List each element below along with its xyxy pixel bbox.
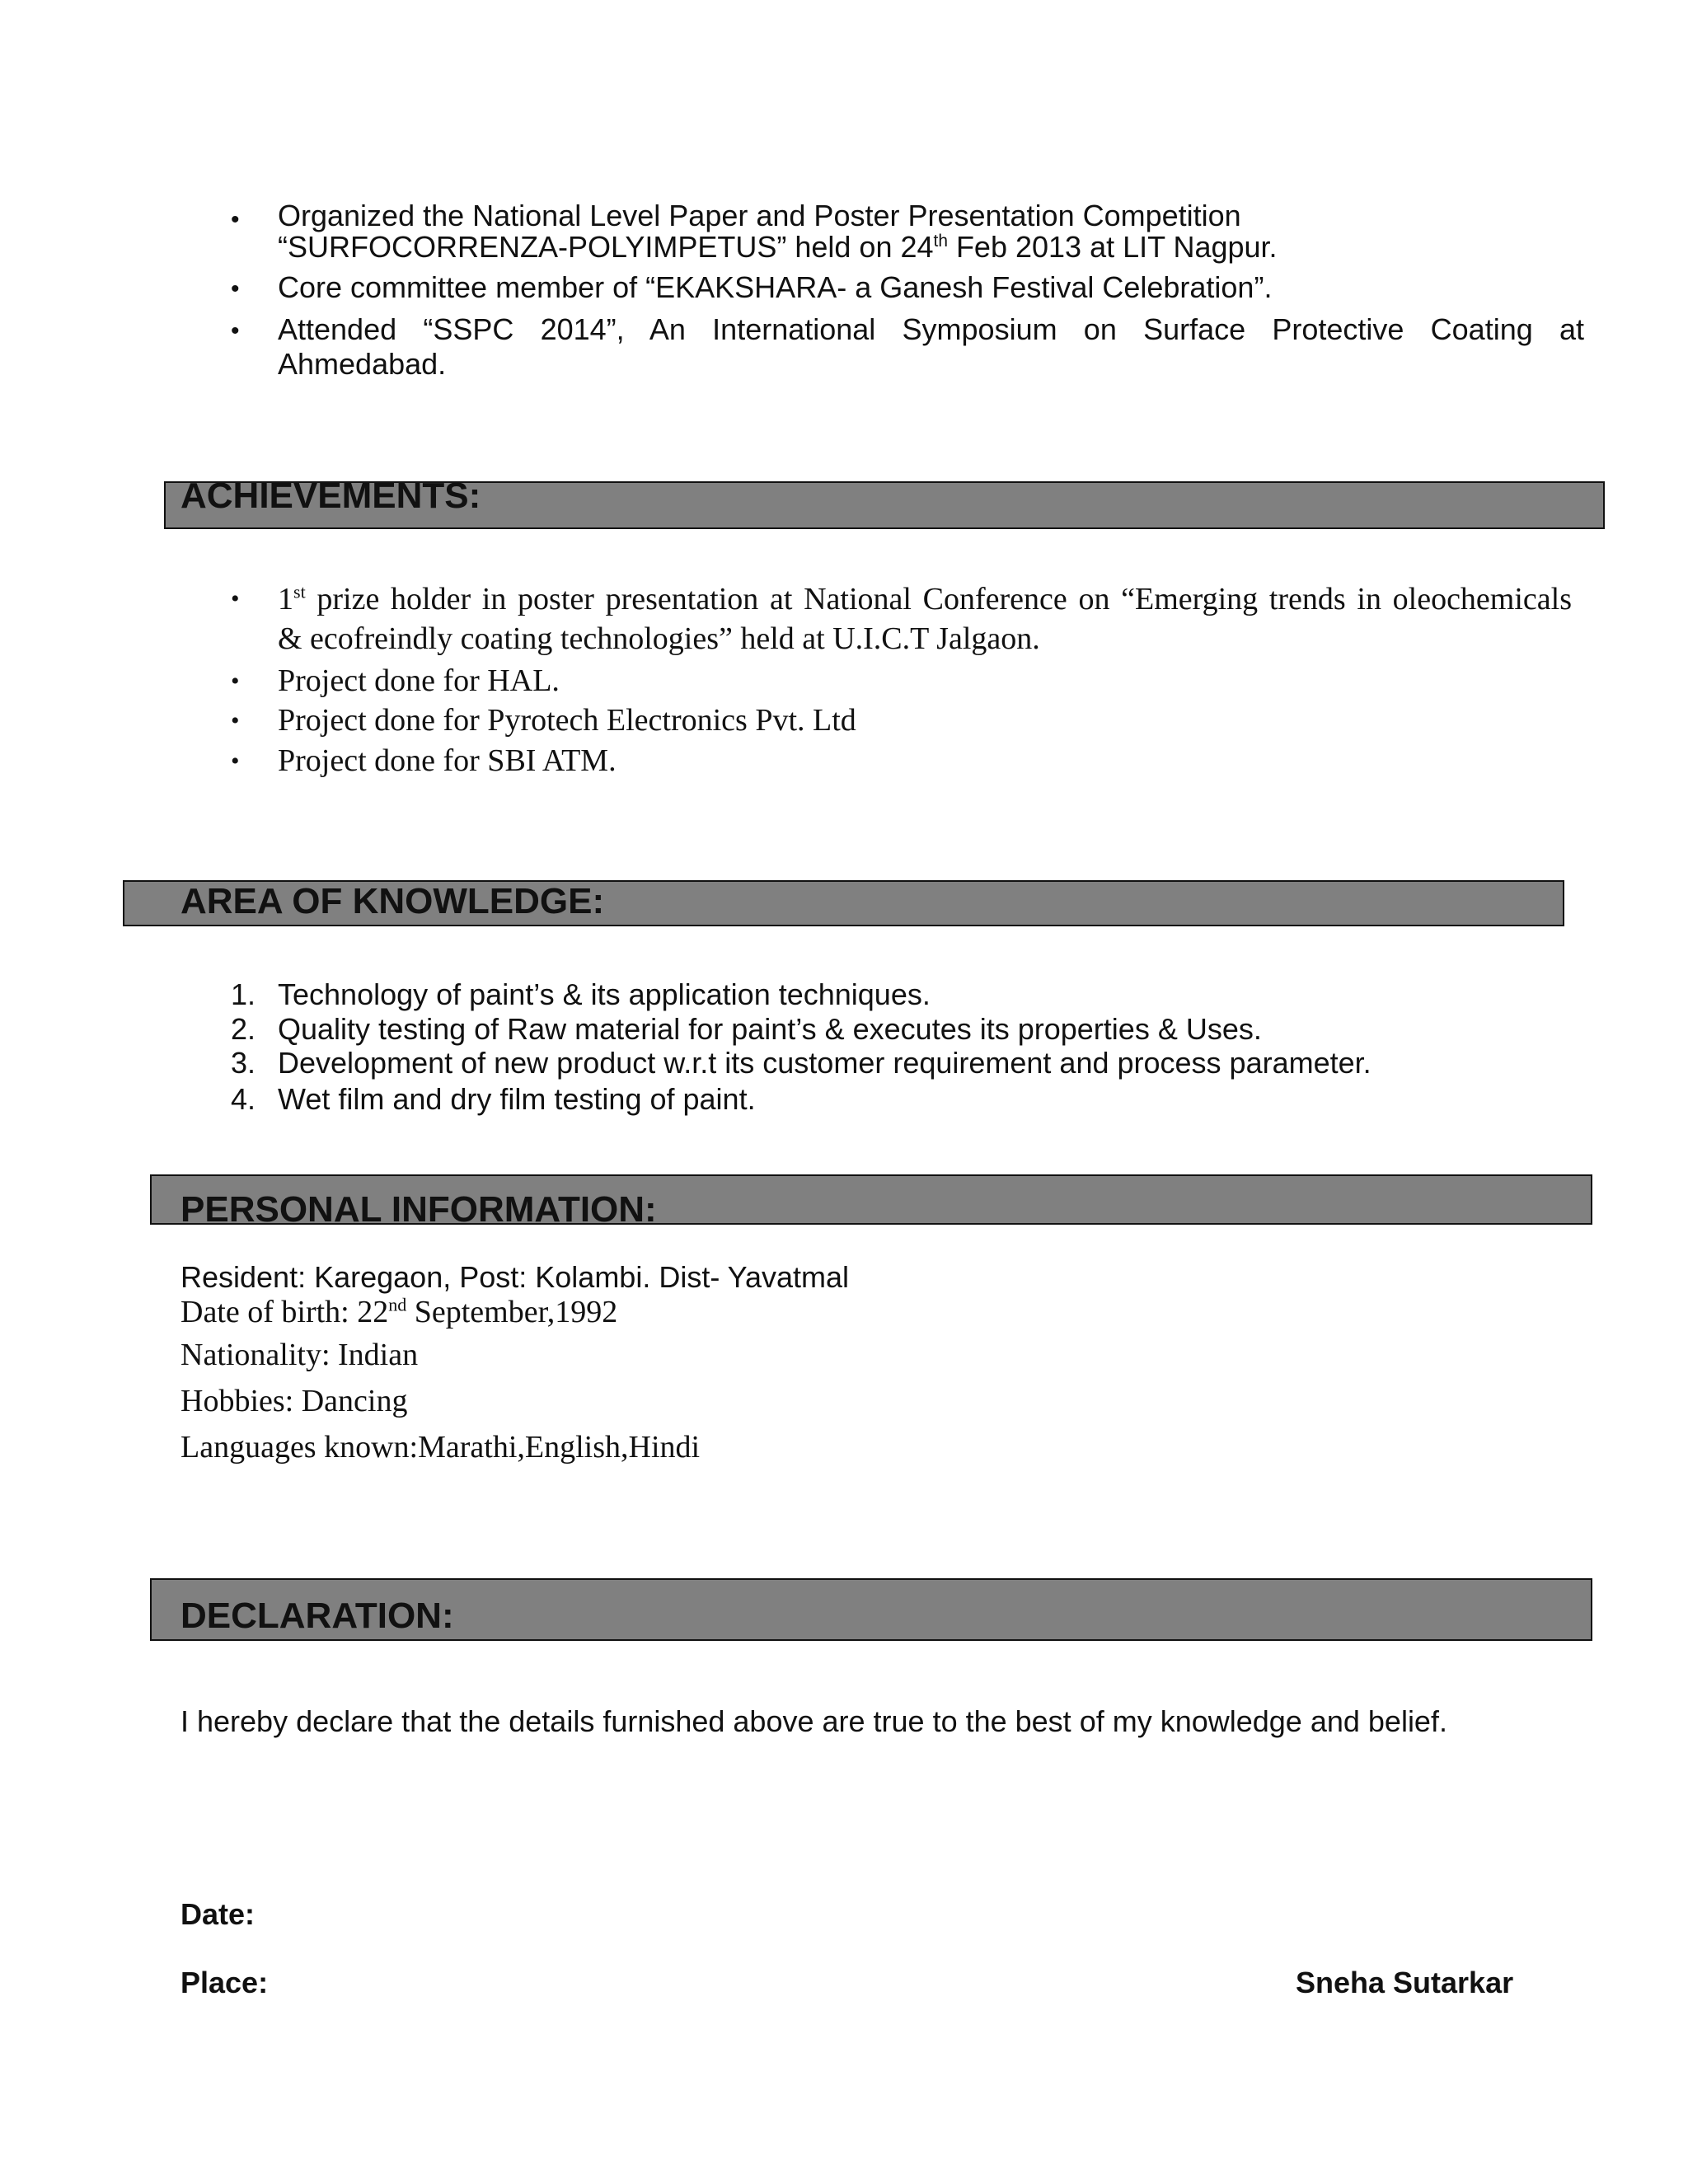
activity-line: Ahmedabad. — [278, 347, 447, 381]
hobbies-text: Hobbies: Dancing — [181, 1384, 408, 1418]
bullet-icon: • — [231, 585, 240, 612]
activity-item — [278, 201, 1597, 264]
activity-item: Core committee member of “EKAKSHARA- a Ganesh Festival Celebration”. — [278, 270, 1273, 304]
languages-text: Languages known:Marathi,English,Hindi — [181, 1430, 701, 1465]
activity-line: Organized the National Level Paper and Poster Presentation Competition — [278, 199, 1241, 232]
bullet-icon: • — [231, 748, 240, 775]
declaration-heading: DECLARATION: — [181, 1596, 454, 1636]
achievement-item: Project done for Pyrotech Electronics Pvt. Ltd — [278, 703, 856, 738]
bullet-icon: • — [231, 707, 240, 734]
list-number: 3. — [231, 1046, 256, 1080]
bullet-icon: • — [231, 206, 240, 233]
knowledge-heading: AREA OF KNOWLEDGE: — [181, 881, 605, 921]
list-number: 2. — [231, 1012, 256, 1046]
knowledge-item: Wet film and dry film testing of paint. — [278, 1082, 756, 1116]
declaration-text: I hereby declare that the details furnished above are true to the best of my knowledge and belief. — [181, 1704, 1447, 1738]
achievement-item: Project done for HAL. — [278, 663, 560, 698]
achievement-line: 1st prize holder in poster presentation at National Conference on “Emerging trends in oleochemicals — [278, 581, 1572, 616]
bullet-icon: • — [231, 275, 240, 302]
place-label: Place: — [181, 1966, 269, 1999]
achievement-item: Project done for SBI ATM. — [278, 743, 617, 778]
activity-item — [278, 312, 1584, 382]
achievements-heading: ACHIEVEMENTS: — [181, 476, 481, 516]
resident-text: Resident: Karegaon, Post: Kolambi. Dist- Yavatmal — [181, 1260, 850, 1294]
achievement-line: & ecofreindly coating technologies” held at U.I.C.T Jalgaon. — [278, 621, 1040, 656]
dob-text: Date of birth: 22nd September,1992 — [181, 1294, 618, 1329]
signature-name: Sneha Sutarkar — [1296, 1966, 1514, 1999]
date-label: Date: — [181, 1897, 256, 1931]
bullet-icon: • — [231, 668, 240, 695]
achievement-item — [278, 579, 1572, 658]
list-number: 1. — [231, 977, 256, 1011]
activity-line: Attended “SSPC 2014”, An International Symposium on Surface Protective Coating at — [278, 312, 1584, 346]
list-number: 4. — [231, 1082, 256, 1116]
personal-heading: PERSONAL INFORMATION: — [181, 1189, 657, 1230]
activity-line: “SURFOCORRENZA-POLYIMPETUS” held on 24th Feb 2013 at LIT Nagpur. — [278, 230, 1278, 264]
nationality-text: Nationality: Indian — [181, 1338, 419, 1372]
knowledge-item: Quality testing of Raw material for paint’s & executes its properties & Uses. — [278, 1012, 1262, 1046]
knowledge-item: Development of new product w.r.t its customer requirement and process parameter. — [278, 1046, 1372, 1080]
bullet-icon: • — [231, 317, 240, 344]
knowledge-item: Technology of paint’s & its application techniques. — [278, 977, 931, 1011]
